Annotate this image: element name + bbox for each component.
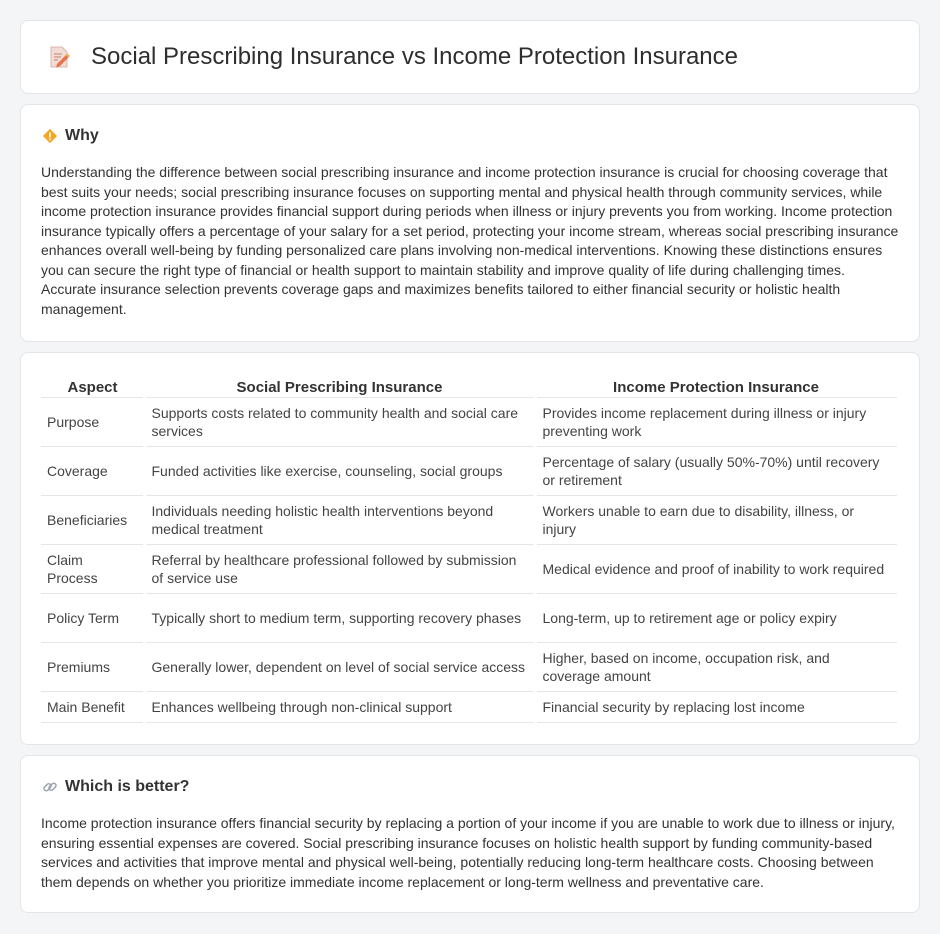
comparison-section bbox=[20, 352, 920, 745]
link-icon bbox=[41, 778, 59, 796]
table-row bbox=[41, 397, 897, 446]
social-prescribing-cell: Referral by healthcare professional followed by submission of service use bbox=[144, 544, 535, 593]
social-prescribing-cell: Funded activities like exercise, counseling, social groups bbox=[144, 446, 535, 495]
social-prescribing-cell: Supports costs related to community health and social care services bbox=[144, 397, 535, 446]
table-header-row bbox=[41, 373, 897, 397]
better-heading bbox=[41, 778, 899, 796]
social-prescribing-cell: Enhances wellbeing through non-clinical support bbox=[144, 691, 535, 722]
column-header: Social Prescribing Insurance bbox=[144, 373, 535, 397]
social-prescribing-cell: Generally lower, dependent on level of social service access bbox=[144, 642, 535, 691]
page-title: Social Prescribing Insurance vs Income Protection Insurance bbox=[91, 43, 738, 70]
table-row bbox=[41, 544, 897, 593]
social-prescribing-cell: Typically short to medium term, supporting recovery phases bbox=[144, 593, 535, 642]
income-protection-cell: Provides income replacement during illness or injury preventing work bbox=[535, 397, 897, 446]
table-row bbox=[41, 446, 897, 495]
why-heading bbox=[41, 127, 899, 145]
why-text: Understanding the difference between social prescribing insurance and income protection insurance is crucial for choosing coverage that best suits your needs; social prescribing insurance focuses on supporting mental and physical health through community services, while income protection insurance provides financial support during periods when illness or injury prevents you from working. Income protection insurance typically offers a percentage of your salary for a set period, protecting your income stream, whereas social prescribing insurance enhances overall well-being by funding personalized care plans involving non-medical interventions. Knowing these distinctions ensures you can secure the right type of financial or health support to maintain stability and improve quality of life during challenging times. Accurate insurance selection prevents coverage gaps and maximizes benefits tailored to either financial security or holistic health management. bbox=[41, 164, 899, 317]
income-protection-cell: Financial security by replacing lost income bbox=[535, 691, 897, 722]
income-protection-cell: Long-term, up to retirement age or policy expiry bbox=[535, 593, 897, 642]
social-prescribing-cell: Individuals needing holistic health interventions beyond medical treatment bbox=[144, 495, 535, 544]
aspect-cell: Main Benefit bbox=[41, 691, 144, 722]
column-header: Income Protection Insurance bbox=[535, 373, 897, 397]
comparison-table bbox=[41, 373, 897, 723]
column-header: Aspect bbox=[41, 373, 144, 397]
table-row bbox=[41, 691, 897, 722]
better-title: Which is better? bbox=[65, 778, 190, 795]
table-row bbox=[41, 642, 897, 691]
income-protection-cell: Workers unable to earn due to disability, illness, or injury bbox=[535, 495, 897, 544]
header-card bbox=[20, 20, 920, 94]
aspect-cell: Premiums bbox=[41, 642, 144, 691]
table-row bbox=[41, 495, 897, 544]
income-protection-cell: Medical evidence and proof of inability to work required bbox=[535, 544, 897, 593]
aspect-cell: Claim Process bbox=[41, 544, 144, 593]
diamond-warning-icon bbox=[41, 127, 59, 145]
income-protection-cell: Percentage of salary (usually 50%-70%) until recovery or retirement bbox=[535, 446, 897, 495]
aspect-cell: Purpose bbox=[41, 397, 144, 446]
table-row bbox=[41, 593, 897, 642]
aspect-cell: Beneficiaries bbox=[41, 495, 144, 544]
better-text: Income protection insurance offers financial security by replacing a portion of your income if you are unable to work due to illness or injury, ensuring essential expenses are covered. Social prescribing insurance focuses on holistic health support by funding community-based services and activities that improve mental and physical well-being, potentially reducing long-term healthcare costs. Choosing between them depends on whether you prioritize immediate income replacement or long-term wellness and preventative care. bbox=[41, 815, 895, 890]
aspect-cell: Coverage bbox=[41, 446, 144, 495]
aspect-cell: Policy Term bbox=[41, 593, 144, 642]
why-title: Why bbox=[65, 127, 99, 144]
edit-document-icon bbox=[45, 43, 73, 71]
which-is-better-section bbox=[20, 755, 920, 913]
why-section bbox=[20, 104, 920, 342]
income-protection-cell: Higher, based on income, occupation risk, and coverage amount bbox=[535, 642, 897, 691]
